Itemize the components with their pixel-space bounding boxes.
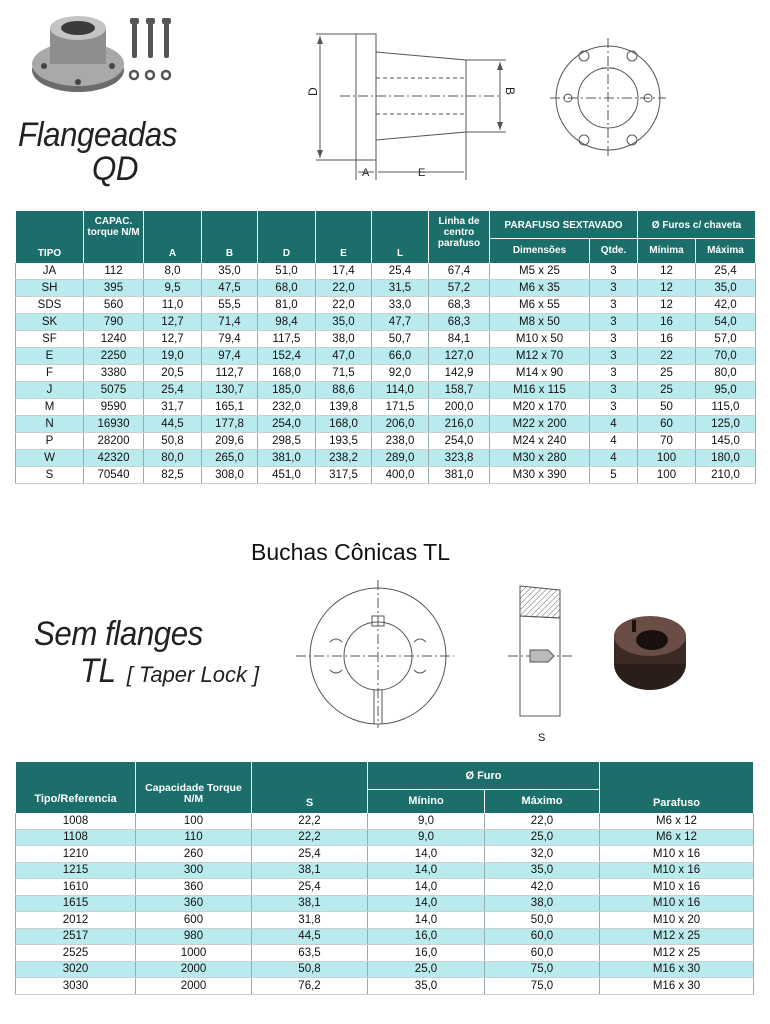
- tl-table-row: [16, 813, 754, 830]
- qd-table-cell: P: [16, 433, 84, 450]
- tl-table-cell: M10 x 16: [600, 879, 754, 896]
- qd-table-cell: 232,0: [258, 399, 316, 416]
- tl-table-row: [16, 961, 754, 978]
- qd-table-row: [16, 450, 756, 467]
- qd-table-cell: 127,0: [429, 348, 490, 365]
- qd-table-cell: 139,8: [316, 399, 372, 416]
- qd-table-cell: 238,2: [316, 450, 372, 467]
- tl-table-cell: 2012: [16, 912, 136, 929]
- tl-table-cell: 14,0: [368, 846, 485, 863]
- tl-table-cell: M16 x 30: [600, 961, 754, 978]
- tl-table-cell: 14,0: [368, 862, 485, 879]
- qd-table-cell: 55,5: [202, 297, 258, 314]
- qd-table-cell: 47,0: [316, 348, 372, 365]
- tl-table-cell: 14,0: [368, 879, 485, 896]
- qd-col-qtde: Qtde.: [590, 239, 638, 263]
- qd-table-cell: 298,5: [258, 433, 316, 450]
- qd-table-cell: 57,2: [429, 280, 490, 297]
- qd-table-cell: 60: [638, 416, 696, 433]
- qd-col-e: E: [316, 212, 372, 263]
- tl-table-cell: 9,0: [368, 813, 485, 830]
- tl-table-cell: 22,2: [252, 829, 368, 846]
- tl-table-cell: 1615: [16, 895, 136, 912]
- tl-col-s: S: [252, 763, 368, 813]
- tl-table-cell: 16,0: [368, 928, 485, 945]
- qd-table-cell: 323,8: [429, 450, 490, 467]
- tl-table-cell: 35,0: [485, 862, 600, 879]
- tl-table-cell: 360: [136, 895, 252, 912]
- qd-table-cell: 25: [638, 382, 696, 399]
- tl-table-cell: 2525: [16, 945, 136, 962]
- qd-table-cell: 47,7: [372, 314, 429, 331]
- qd-table-cell: 168,0: [316, 416, 372, 433]
- qd-table-cell: 9590: [84, 399, 144, 416]
- qd-table-cell: 70540: [84, 467, 144, 484]
- tl-table-cell: 3020: [16, 961, 136, 978]
- tl-table-cell: 38,0: [485, 895, 600, 912]
- tl-diagram-s-label: S: [538, 732, 546, 744]
- qd-table-cell: 51,0: [258, 263, 316, 280]
- qd-table-cell: 395: [84, 280, 144, 297]
- tl-title-line1: Sem flanges: [34, 615, 203, 653]
- qd-table-row: [16, 365, 756, 382]
- qd-table-cell: 25: [638, 365, 696, 382]
- tl-table-cell: 31,8: [252, 912, 368, 929]
- qd-table-cell: 38,0: [316, 331, 372, 348]
- qd-bushing-photo: [28, 8, 188, 108]
- qd-table-cell: 71,5: [316, 365, 372, 382]
- qd-title-line1: Flangeadas: [18, 116, 177, 154]
- qd-table-cell: 3380: [84, 365, 144, 382]
- qd-table-cell: 35,0: [316, 314, 372, 331]
- qd-col-d: D: [258, 212, 316, 263]
- qd-table-row: [16, 297, 756, 314]
- qd-table-cell: M8 x 50: [490, 314, 590, 331]
- tl-table-row: [16, 829, 754, 846]
- tl-col-maximo: Máximo: [485, 790, 600, 813]
- tl-bushing-photo: [608, 612, 688, 694]
- tl-title-line2-group: [80, 654, 259, 688]
- qd-table-cell: 100: [638, 467, 696, 484]
- qd-table-cell: 117,5: [258, 331, 316, 348]
- tl-table-cell: 22,0: [485, 813, 600, 830]
- qd-table-cell: 185,0: [258, 382, 316, 399]
- qd-table-cell: 130,7: [202, 382, 258, 399]
- qd-dim-b-label: B: [503, 87, 517, 96]
- qd-table-row: [16, 467, 756, 484]
- qd-table-cell: 200,0: [429, 399, 490, 416]
- qd-table-cell: 8,0: [144, 263, 202, 280]
- tl-table-cell: 2000: [136, 961, 252, 978]
- qd-dim-a-label: A: [362, 167, 370, 179]
- qd-table-cell: 5075: [84, 382, 144, 399]
- qd-table-cell: 238,0: [372, 433, 429, 450]
- qd-table-cell: 100: [638, 450, 696, 467]
- qd-table-cell: 210,0: [696, 467, 756, 484]
- qd-col-dimensoes: Dimensões: [490, 239, 590, 263]
- qd-side-profile-diagram: [300, 22, 530, 192]
- tl-table-cell: M12 x 25: [600, 945, 754, 962]
- tl-table-cell: 110: [136, 829, 252, 846]
- qd-table-cell: 31,5: [372, 280, 429, 297]
- qd-table-cell: 68,3: [429, 314, 490, 331]
- qd-table-cell: 25,4: [696, 263, 756, 280]
- tl-table-cell: M10 x 20: [600, 912, 754, 929]
- qd-table-cell: 180,0: [696, 450, 756, 467]
- tl-col-capacidade: Capacidade Torque N/M: [136, 763, 252, 813]
- qd-table-cell: 22,0: [316, 280, 372, 297]
- qd-table-cell: SH: [16, 280, 84, 297]
- qd-table-cell: 400,0: [372, 467, 429, 484]
- qd-table-row: [16, 433, 756, 450]
- qd-table-cell: 42,0: [696, 297, 756, 314]
- qd-table-cell: 125,0: [696, 416, 756, 433]
- qd-table-row: [16, 280, 756, 297]
- tl-table-row: [16, 912, 754, 929]
- qd-table-cell: 25,4: [372, 263, 429, 280]
- qd-table-cell: 70,0: [696, 348, 756, 365]
- qd-table-cell: 79,4: [202, 331, 258, 348]
- qd-col-a: A: [144, 212, 202, 263]
- qd-table-row: [16, 399, 756, 416]
- qd-table-cell: 308,0: [202, 467, 258, 484]
- tl-table-cell: 360: [136, 879, 252, 896]
- tl-front-view-diagram: [296, 578, 456, 728]
- tl-table-cell: 32,0: [485, 846, 600, 863]
- tl-table-cell: M6 x 12: [600, 813, 754, 830]
- qd-table-cell: 451,0: [258, 467, 316, 484]
- qd-table-cell: 3: [590, 382, 638, 399]
- qd-table-cell: J: [16, 382, 84, 399]
- qd-table-cell: M12 x 70: [490, 348, 590, 365]
- qd-table-cell: 82,5: [144, 467, 202, 484]
- qd-table-cell: M20 x 170: [490, 399, 590, 416]
- tl-table-cell: 38,1: [252, 862, 368, 879]
- qd-table-cell: 2250: [84, 348, 144, 365]
- tl-table-row: [16, 978, 754, 995]
- qd-table-cell: 3: [590, 365, 638, 382]
- qd-table-cell: M6 x 35: [490, 280, 590, 297]
- qd-table-cell: 50,7: [372, 331, 429, 348]
- qd-table-cell: 289,0: [372, 450, 429, 467]
- qd-table-cell: 22,0: [316, 297, 372, 314]
- qd-table-cell: 88,6: [316, 382, 372, 399]
- tl-table-cell: 14,0: [368, 912, 485, 929]
- qd-table-row: [16, 263, 756, 280]
- qd-table-cell: W: [16, 450, 84, 467]
- qd-table-cell: 3: [590, 348, 638, 365]
- qd-table-cell: 1240: [84, 331, 144, 348]
- qd-table-cell: 98,4: [258, 314, 316, 331]
- qd-table-cell: 171,5: [372, 399, 429, 416]
- qd-table-cell: 254,0: [258, 416, 316, 433]
- qd-table-cell: 50: [638, 399, 696, 416]
- qd-table-cell: 112,7: [202, 365, 258, 382]
- tl-table-cell: M16 x 30: [600, 978, 754, 995]
- qd-table-cell: 68,0: [258, 280, 316, 297]
- tl-table-cell: 1000: [136, 945, 252, 962]
- qd-table-cell: 31,7: [144, 399, 202, 416]
- qd-table-cell: 145,0: [696, 433, 756, 450]
- qd-table-cell: 42320: [84, 450, 144, 467]
- qd-table-cell: SF: [16, 331, 84, 348]
- tl-table-cell: 25,4: [252, 879, 368, 896]
- qd-table-cell: 35,0: [202, 263, 258, 280]
- qd-col-l: L: [372, 212, 429, 263]
- qd-table-cell: M24 x 240: [490, 433, 590, 450]
- qd-table-cell: 209,6: [202, 433, 258, 450]
- qd-front-flange-diagram: [550, 28, 670, 168]
- qd-table-cell: 206,0: [372, 416, 429, 433]
- qd-table-cell: 70: [638, 433, 696, 450]
- qd-table-cell: 17,4: [316, 263, 372, 280]
- qd-table-row: [16, 348, 756, 365]
- qd-table-cell: 152,4: [258, 348, 316, 365]
- qd-table-cell: 80,0: [144, 450, 202, 467]
- qd-table-cell: 790: [84, 314, 144, 331]
- qd-table-cell: 84,1: [429, 331, 490, 348]
- qd-table-cell: N: [16, 416, 84, 433]
- qd-table-cell: 12: [638, 263, 696, 280]
- tl-table-cell: 1215: [16, 862, 136, 879]
- qd-table-cell: 158,7: [429, 382, 490, 399]
- tl-table-cell: 600: [136, 912, 252, 929]
- tl-table-cell: 2517: [16, 928, 136, 945]
- tl-table-cell: M10 x 16: [600, 862, 754, 879]
- tl-table-cell: 100: [136, 813, 252, 830]
- tl-table-cell: 14,0: [368, 895, 485, 912]
- qd-table-cell: 254,0: [429, 433, 490, 450]
- qd-table-cell: M10 x 50: [490, 331, 590, 348]
- tl-table-row: [16, 945, 754, 962]
- qd-table-cell: M5 x 25: [490, 263, 590, 280]
- qd-table-cell: 3: [590, 314, 638, 331]
- tl-table-cell: 980: [136, 928, 252, 945]
- tl-table-cell: 25,4: [252, 846, 368, 863]
- qd-table-cell: M16 x 115: [490, 382, 590, 399]
- qd-table-cell: 9,5: [144, 280, 202, 297]
- tl-col-tipo: Tipo/Referencia: [16, 763, 136, 813]
- qd-table-row: [16, 314, 756, 331]
- qd-table-cell: M6 x 55: [490, 297, 590, 314]
- tl-col-furo-group: Ø Furo: [368, 763, 600, 790]
- tl-table-cell: 75,0: [485, 978, 600, 995]
- qd-table-cell: JA: [16, 263, 84, 280]
- qd-table-cell: 3: [590, 280, 638, 297]
- qd-table-cell: 12,7: [144, 314, 202, 331]
- qd-table-cell: 25,4: [144, 382, 202, 399]
- qd-spec-table: [15, 211, 756, 484]
- qd-dim-d-label: D: [306, 87, 320, 96]
- qd-table-cell: E: [16, 348, 84, 365]
- qd-table-cell: 112: [84, 263, 144, 280]
- qd-table-cell: 67,4: [429, 263, 490, 280]
- qd-table-cell: 12: [638, 280, 696, 297]
- tl-table-cell: 1210: [16, 846, 136, 863]
- qd-table-cell: 19,0: [144, 348, 202, 365]
- qd-table-cell: 265,0: [202, 450, 258, 467]
- tl-table-cell: 44,5: [252, 928, 368, 945]
- tl-table-cell: 1108: [16, 829, 136, 846]
- qd-table-cell: 11,0: [144, 297, 202, 314]
- qd-table-cell: 16930: [84, 416, 144, 433]
- qd-table-cell: 68,3: [429, 297, 490, 314]
- tl-table-cell: 42,0: [485, 879, 600, 896]
- tl-table-cell: 1008: [16, 813, 136, 830]
- tl-section-diagram: [508, 582, 578, 722]
- tl-table-cell: 76,2: [252, 978, 368, 995]
- tl-heading: Buchas Cônicas TL: [251, 539, 451, 565]
- qd-title-line2: QD: [92, 150, 138, 188]
- tl-table-cell: 75,0: [485, 961, 600, 978]
- tl-table-cell: 300: [136, 862, 252, 879]
- tl-table-row: [16, 846, 754, 863]
- qd-table-cell: 193,5: [316, 433, 372, 450]
- qd-table-cell: 381,0: [258, 450, 316, 467]
- qd-table-cell: 80,0: [696, 365, 756, 382]
- tl-spec-table: [15, 762, 754, 995]
- qd-table-cell: 44,5: [144, 416, 202, 433]
- tl-table-row: [16, 895, 754, 912]
- tl-table-cell: 38,1: [252, 895, 368, 912]
- tl-col-parafuso: Parafuso: [600, 763, 754, 813]
- tl-table-cell: 60,0: [485, 928, 600, 945]
- qd-table-cell: M30 x 280: [490, 450, 590, 467]
- qd-table-cell: 47,5: [202, 280, 258, 297]
- qd-table-cell: 66,0: [372, 348, 429, 365]
- tl-table-cell: 9,0: [368, 829, 485, 846]
- qd-table-row: [16, 382, 756, 399]
- qd-table-cell: 4: [590, 416, 638, 433]
- qd-table-cell: 3: [590, 263, 638, 280]
- qd-table-row: [16, 416, 756, 433]
- tl-table-row: [16, 879, 754, 896]
- qd-table-cell: 20,5: [144, 365, 202, 382]
- qd-table-cell: M22 x 200: [490, 416, 590, 433]
- qd-table-cell: 4: [590, 450, 638, 467]
- tl-table-cell: 63,5: [252, 945, 368, 962]
- qd-table-cell: 33,0: [372, 297, 429, 314]
- qd-table-cell: 560: [84, 297, 144, 314]
- tl-table-row: [16, 928, 754, 945]
- qd-table-cell: 4: [590, 433, 638, 450]
- qd-table-cell: 317,5: [316, 467, 372, 484]
- tl-title-line2: TL: [80, 652, 116, 690]
- tl-table-cell: M12 x 25: [600, 928, 754, 945]
- tl-table-cell: M10 x 16: [600, 846, 754, 863]
- qd-table-cell: 57,0: [696, 331, 756, 348]
- qd-table-row: [16, 331, 756, 348]
- qd-col-furos-group: Ø Furos c/ chaveta: [638, 212, 756, 239]
- qd-table-cell: M30 x 390: [490, 467, 590, 484]
- qd-table-cell: 216,0: [429, 416, 490, 433]
- tl-table-cell: 25,0: [485, 829, 600, 846]
- tl-col-minino: Mínino: [368, 790, 485, 813]
- qd-col-linha: Linha de centro parafuso: [429, 212, 490, 263]
- qd-table-cell: 3: [590, 399, 638, 416]
- tl-table-cell: 3030: [16, 978, 136, 995]
- qd-table-cell: 92,0: [372, 365, 429, 382]
- qd-col-maxima: Máxima: [696, 239, 756, 263]
- qd-table-cell: 81,0: [258, 297, 316, 314]
- qd-table-cell: 95,0: [696, 382, 756, 399]
- tl-table-cell: 25,0: [368, 961, 485, 978]
- qd-col-parafuso-group: PARAFUSO SEXTAVADO: [490, 212, 638, 239]
- qd-col-tipo: TIPO: [16, 212, 84, 263]
- qd-table-cell: 54,0: [696, 314, 756, 331]
- qd-table-cell: 3: [590, 297, 638, 314]
- qd-table-cell: 12,7: [144, 331, 202, 348]
- qd-table-cell: F: [16, 365, 84, 382]
- tl-table-cell: M6 x 12: [600, 829, 754, 846]
- qd-table-cell: M14 x 90: [490, 365, 590, 382]
- tl-table-cell: 22,2: [252, 813, 368, 830]
- qd-dim-e-label: E: [418, 167, 426, 179]
- qd-table-cell: 22: [638, 348, 696, 365]
- qd-table-cell: 177,8: [202, 416, 258, 433]
- tl-table-row: [16, 862, 754, 879]
- tl-table-cell: 16,0: [368, 945, 485, 962]
- tl-table-cell: 260: [136, 846, 252, 863]
- qd-table-cell: 165,1: [202, 399, 258, 416]
- qd-table-cell: 381,0: [429, 467, 490, 484]
- qd-table-cell: 28200: [84, 433, 144, 450]
- tl-table-cell: 2000: [136, 978, 252, 995]
- qd-table-cell: 12: [638, 297, 696, 314]
- qd-col-b: B: [202, 212, 258, 263]
- tl-table-cell: 35,0: [368, 978, 485, 995]
- tl-table-cell: 50,8: [252, 961, 368, 978]
- qd-table-cell: 142,9: [429, 365, 490, 382]
- qd-table-cell: 115,0: [696, 399, 756, 416]
- qd-col-minima: Mínima: [638, 239, 696, 263]
- tl-table-cell: 50,0: [485, 912, 600, 929]
- tl-title-sub: [ Taper Lock ]: [126, 662, 260, 687]
- tl-table-cell: 60,0: [485, 945, 600, 962]
- tl-table-cell: 1610: [16, 879, 136, 896]
- qd-table-cell: SDS: [16, 297, 84, 314]
- qd-table-cell: 114,0: [372, 382, 429, 399]
- qd-table-cell: 16: [638, 331, 696, 348]
- qd-table-cell: 16: [638, 314, 696, 331]
- qd-table-cell: 5: [590, 467, 638, 484]
- qd-col-capac: CAPAC. torque N/M: [84, 212, 144, 263]
- qd-table-cell: 97,4: [202, 348, 258, 365]
- qd-table-cell: 3: [590, 331, 638, 348]
- qd-table-cell: 168,0: [258, 365, 316, 382]
- qd-table-cell: 71,4: [202, 314, 258, 331]
- qd-table-cell: M: [16, 399, 84, 416]
- tl-table-cell: M10 x 16: [600, 895, 754, 912]
- qd-table-cell: 35,0: [696, 280, 756, 297]
- qd-table-cell: 50,8: [144, 433, 202, 450]
- qd-table-cell: SK: [16, 314, 84, 331]
- qd-table-cell: S: [16, 467, 84, 484]
